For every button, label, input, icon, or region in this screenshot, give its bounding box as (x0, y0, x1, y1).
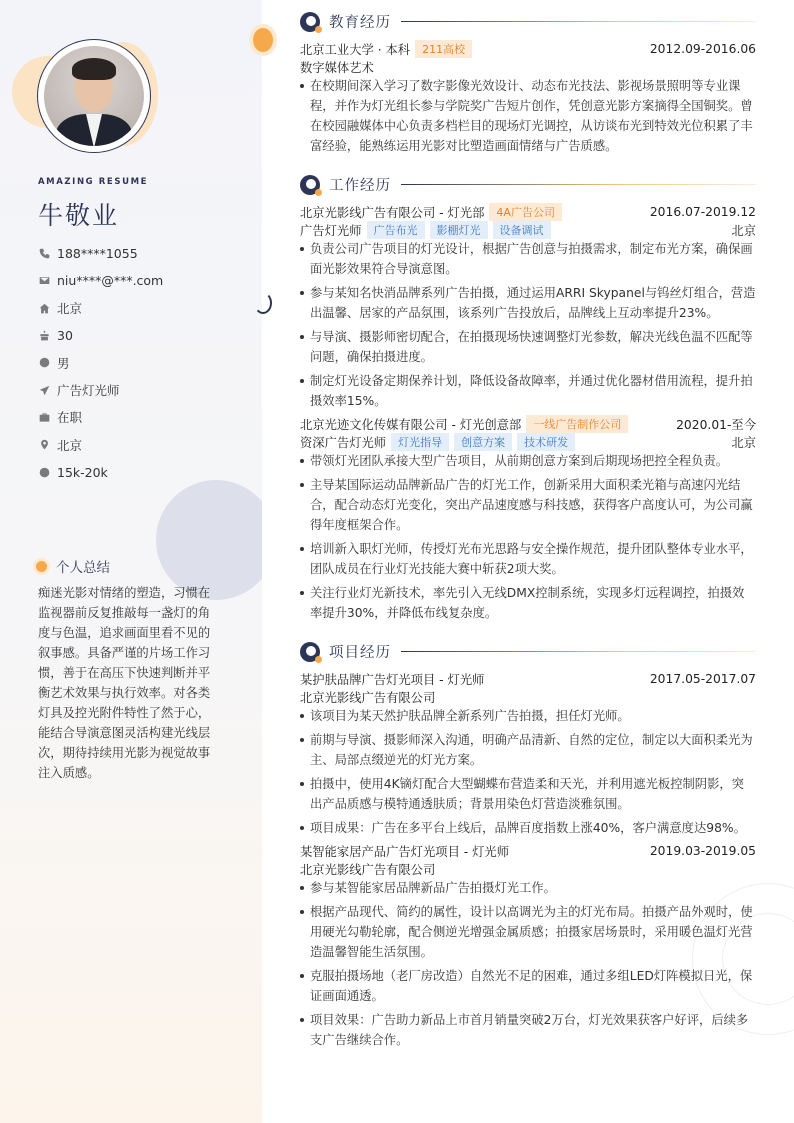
decorative-arc (254, 292, 272, 314)
job-city: 北京 (731, 436, 756, 450)
job-date: 2020.01-至今 (676, 418, 756, 432)
major-row (300, 58, 756, 76)
company-name: 北京光影线广告有限公司 - 灯光部 (300, 206, 485, 220)
sidebar (0, 0, 262, 1123)
position-text: 广告灯光师 (57, 383, 120, 399)
job-bullets (300, 239, 756, 415)
section-divider (401, 21, 756, 22)
list-item: 参与某知名快消品牌系列广告拍摄，通过运用ARRI Skypanel与钨丝灯组合，营造出温馨、居家的产品氛围，该系列广告投放后，品牌线上互动率提升23%。 (300, 283, 756, 323)
contact-gender (38, 349, 163, 376)
location-icon (38, 439, 50, 451)
decorative-dot (253, 28, 273, 52)
education-row (300, 40, 756, 58)
salary-text: 15k-20k (57, 464, 108, 480)
project-company: 北京光影线广告有限公司 (300, 863, 436, 877)
list-item: 带领灯光团队承接大型广告项目，从前期创意方案到后期现场把控全程负责。 (300, 451, 756, 471)
job-header-row (300, 203, 756, 221)
status-text: 在职 (57, 410, 83, 426)
contact-city (38, 431, 163, 458)
list-item: 负责公司广告项目的灯光设计，根据广告创意与拍摄需求，制定布光方案，确保画面光影效果符合导演意图。 (300, 239, 756, 279)
job-city: 北京 (731, 224, 756, 238)
list-item: 培训新入职灯光师，传授灯光布光思路与安全操作规范，提升团队整体专业水平，团队成员在行业灯光技能大赛中斩获2项大奖。 (300, 539, 756, 579)
list-item: 该项目为某天然护肤品牌全新系列广告拍摄，担任灯光师。 (300, 706, 756, 726)
avatar-frame (37, 39, 151, 153)
summary-heading (36, 556, 110, 576)
resume-tagline: AMAZING RESUME (38, 177, 149, 187)
list-item: 根据产品现代、简约的属性，设计以高调光为主的灯光布局。拍摄产品外观时，使用硬光勾勒轮廓，配合侧逆光增强金属质感；拍摄家居场景时，采用暖色温灯光营造温馨智能生活氛围。 (300, 902, 756, 962)
contact-list (38, 240, 163, 486)
project-bullets (300, 706, 756, 842)
skill-tag: 影棚灯光 (430, 221, 488, 239)
section-title: 教育经历 (329, 15, 391, 31)
list-item: 前期与导演、摄影师深入沟通，明确产品清新、自然的定位，制定以大面积柔光为主、局部点缀逆光的灯光方案。 (300, 730, 756, 770)
job-header-row (300, 415, 756, 433)
section-projects-heading (300, 641, 756, 662)
job-role-row (300, 433, 756, 451)
job-bullets (300, 451, 756, 627)
summary-title: 个人总结 (56, 560, 110, 576)
phone-icon (38, 248, 50, 260)
section-education-heading (300, 11, 756, 32)
job-role: 广告灯光师 (300, 224, 362, 238)
project-company: 北京光影线广告有限公司 (300, 691, 436, 705)
project-header-row (300, 842, 756, 860)
school-name: 北京工业大学 · 本科 (300, 43, 411, 57)
list-item: 项目效果：广告助力新品上市首月销量突破2万台，灯光效果获客户好评，后续多支广告继续合作。 (300, 1010, 756, 1050)
skill-tag: 灯光指导 (391, 433, 449, 451)
project-company-row (300, 688, 756, 706)
list-item: 拍摄中，使用4K镝灯配合大型蝴蝶布营造柔和天光，并利用遮光板控制阴影，突出产品质感与模特通透肤质；背景用染色灯营造淡雅氛围。 (300, 774, 756, 814)
job-role-row (300, 221, 756, 239)
send-icon (38, 384, 50, 396)
city-text: 北京 (57, 437, 83, 453)
company-name: 北京光迹文化传媒有限公司 - 灯光创意部 (300, 418, 522, 432)
section-divider (401, 184, 756, 185)
skill-tag: 设备调试 (493, 221, 551, 239)
section-work-heading (300, 174, 756, 195)
list-item: 与导演、摄影师密切配合，在拍摄现场快速调整灯光参数，解决光线色温不匹配等问题，确保拍摄进度。 (300, 327, 756, 367)
job-role: 资深广告灯光师 (300, 436, 387, 450)
briefcase-icon (38, 411, 50, 423)
gender-text: 男 (57, 355, 70, 371)
section-divider (401, 651, 756, 652)
candidate-name: 牛敬业 (38, 201, 120, 230)
project-company-row (300, 860, 756, 878)
list-item: 克服拍摄场地（老厂房改造）自然光不足的困难，通过多组LED灯阵模拟日光，保证画面通透。 (300, 966, 756, 1006)
list-item: 参与某智能家居品牌新品广告拍摄灯光工作。 (300, 878, 756, 898)
major-name: 数字媒体艺术 (300, 61, 374, 75)
cake-icon (38, 330, 50, 342)
project-date: 2019.03-2019.05 (649, 844, 756, 858)
job-date: 2016.07-2019.12 (649, 205, 756, 219)
contact-salary (38, 458, 163, 485)
section-icon (300, 12, 320, 32)
skill-tag: 创意方案 (454, 433, 512, 451)
phone-text: 188****1055 (57, 246, 138, 262)
residence-text: 北京 (57, 301, 83, 317)
project-header-row (300, 670, 756, 688)
contact-position (38, 376, 163, 403)
project-name: 某护肤品牌广告灯光项目 - 灯光师 (300, 673, 485, 687)
avatar (44, 46, 144, 146)
section-icon (300, 175, 320, 195)
skill-tag: 技术研发 (517, 433, 575, 451)
section-title: 项目经历 (329, 645, 391, 661)
contact-email (38, 267, 163, 294)
project-date: 2017.05-2017.07 (649, 672, 756, 686)
summary-text: 痴迷光影对情绪的塑造，习惯在监视器前反复推敲每一盏灯的角度与色温，追求画面里看不见的叙事感。具备严谨的片场工作习惯，善于在高压下快速判断并平衡艺术效果与执行效率。对各类灯具及控光附件特性了然于心，能结合导演意图灵活构建光线层次，期待持续用光影为视觉故事注入质感。 (38, 586, 211, 780)
education-date: 2012.09-2016.06 (649, 42, 756, 56)
skill-tag: 广告布光 (367, 221, 425, 239)
section-title: 工作经历 (329, 178, 391, 194)
bullet-dot-icon (36, 561, 47, 572)
list-item: 制定灯光设备定期保养计划，降低设备故障率，并通过优化器材借用流程，提升拍摄效率15%。 (300, 371, 756, 411)
company-tag: 一线广告制作公司 (526, 415, 628, 433)
contact-phone (38, 240, 163, 267)
section-icon (300, 642, 320, 662)
education-bullets (300, 76, 756, 160)
decorative-circle (156, 480, 262, 600)
project-bullets (300, 878, 756, 1054)
list-item: 项目成果：广告在多平台上线后，品牌百度指数上涨40%，客户满意度达98%。 (300, 818, 756, 838)
contact-residence (38, 295, 163, 322)
salary-icon (38, 466, 50, 478)
list-item: 在校期间深入学习了数字影像光效设计、动态布光技法、影视场景照明等专业课程，并作为灯光组长参与学院奖广告短片创作，凭创意光影方案摘得全国铜奖。曾在校园融媒体中心负责多档栏目的现场灯光调控，从访谈布光到特效光位积累了丰富经验，能熟练运用光影对比塑造画面情绪与广告质感。 (300, 76, 756, 156)
age-text: 30 (57, 328, 73, 344)
list-item: 主导某国际运动品牌新品广告的灯光工作，创新采用大面积柔光箱与高速闪光结合，配合动态灯光变化，突出产品速度感与科技感，获得客户高度认可，为公司赢得年度框架合作。 (300, 475, 756, 535)
home-icon (38, 302, 50, 314)
email-text: niu****@***.com (57, 273, 164, 289)
contact-status (38, 404, 163, 431)
mail-icon (38, 275, 50, 287)
gender-icon (38, 357, 50, 369)
contact-age (38, 322, 163, 349)
project-name: 某智能家居产品广告灯光项目 - 灯光师 (300, 845, 510, 859)
company-tag: 4A广告公司 (489, 203, 562, 221)
school-tag: 211高校 (415, 40, 472, 58)
list-item: 关注行业灯光新技术，率先引入无线DMX控制系统，实现多灯远程调控，拍摄效率提升30%，并降低布线复杂度。 (300, 583, 756, 623)
